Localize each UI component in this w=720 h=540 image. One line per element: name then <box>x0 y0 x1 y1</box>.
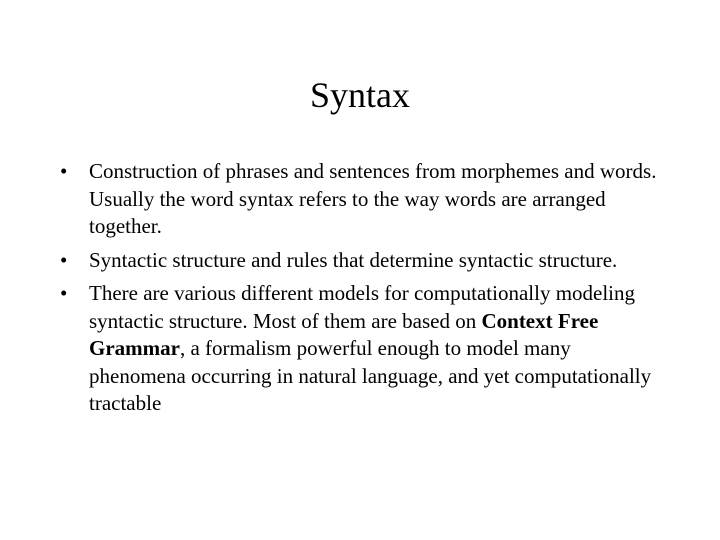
bold-term-context-free-grammar: Context Free Grammar <box>89 308 599 360</box>
bullet-text-before: There are various different models for computationally modeling syntactic structure. Most of them are based on <box>89 281 636 333</box>
slide-title: Syntax <box>309 75 410 115</box>
bullet-icon: • <box>60 281 68 305</box>
bullet-text: Construction of phrases and sentences from morphemes and words. Usually the word syntax refers to the way words are arranged together. <box>89 159 657 238</box>
bullet-list <box>60 158 670 424</box>
bullet-item-syntactic-structure <box>60 247 670 275</box>
bullet-icon: • <box>60 247 68 272</box>
bullet-icon: • <box>60 159 68 183</box>
bullet-text: Syntactic structure and rules that determine syntactic structure. <box>89 247 618 272</box>
bullet-item-construction <box>60 158 670 241</box>
bullet-text-after: , a formalism powerful enough to model many phenomena occurring in natural language, and yet computationally tractable <box>89 336 652 415</box>
bullet-item-models <box>60 280 670 418</box>
